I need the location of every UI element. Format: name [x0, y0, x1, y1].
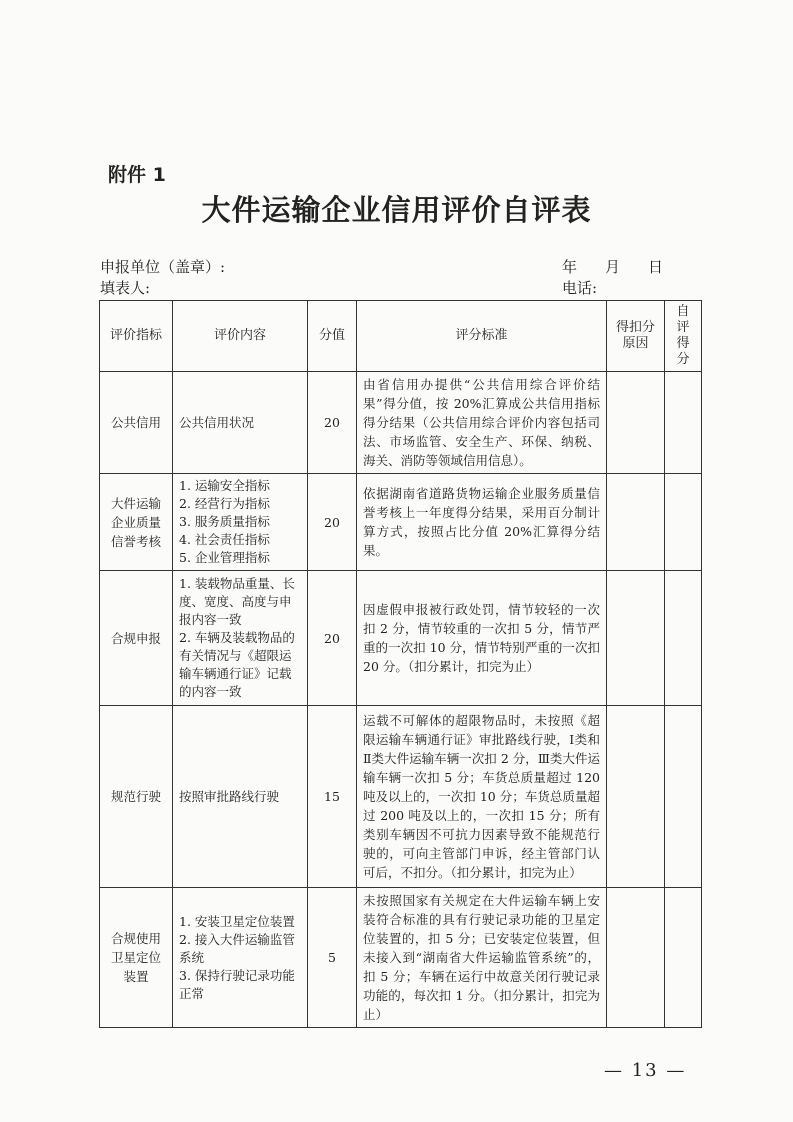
content-item: 3. 服务质量指标: [179, 514, 270, 529]
row-score: 20: [308, 372, 357, 474]
filler-label: 填表人:: [100, 279, 151, 297]
content-item: 4. 社会责任指标: [179, 532, 270, 547]
content-item: 5. 企业管理指标: [179, 550, 270, 565]
content-item: 3. 保持行驶记录功能正常: [179, 967, 295, 1001]
table-row: [100, 372, 702, 474]
table-header-row: [100, 301, 702, 372]
self-score-cell[interactable]: [665, 372, 702, 474]
self-score-cell[interactable]: [665, 571, 702, 706]
deduction-reason-cell[interactable]: [607, 571, 665, 706]
content-item: 2. 接入大件运输监管系统: [179, 931, 295, 965]
date-month: 月: [605, 258, 623, 276]
row-indicator: 合规使用 卫星定位 装置: [100, 888, 173, 1028]
row-criteria: 未按照国家有关规定在大件运输车辆上安装符合标准的具有行驶记录功能的卫星定位装置的，扣 5 分；已安装定位装置，但未接入到“湖南省大件运输监管系统”的，扣 5 分；车辆在运行中故意关闭行驶记录功能的，每次扣 1 分。（扣分累计，扣完为止）: [357, 888, 607, 1028]
date-year: 年: [562, 258, 580, 276]
deduction-reason-cell[interactable]: [607, 372, 665, 474]
date-line: [562, 256, 665, 277]
row-criteria: 由省信用办提供“公共信用综合评价结果”得分值，按 20%汇算成公共信用指标得分结果（公共信用综合评价内容包括司法、市场监管、安全生产、环保、纳税、海关、消防等领域信用信息）。: [357, 372, 607, 474]
row-criteria: 运载不可解体的超限物品时，未按照《超限运输车辆通行证》审批路线行驶，Ⅰ类和Ⅱ类大件运输车辆一次扣 2 分，Ⅲ类大件运输车辆一次扣 5 分；车货总质量超过 120 吨及以上的，一次扣 10 分；车货总质量超过 200 吨及以上的，一次扣 15 分；所有类别车辆因不可抗力因素导致不能规范行驶的，可向主管部门申诉，经主管部门认可后，不扣分。（扣分累计，扣完为止）: [357, 706, 607, 888]
row-content-list: [173, 571, 308, 706]
phone-label: 电话:: [562, 279, 598, 297]
page-title: 大件运输企业信用评价自评表: [201, 193, 592, 227]
date-day: 日: [648, 258, 666, 276]
row-content: 公共信用状况: [173, 372, 308, 474]
deduction-reason-cell[interactable]: [607, 888, 665, 1028]
row-score: 5: [308, 888, 357, 1028]
unit-label: 申报单位（盖章）:: [100, 258, 226, 276]
self-evaluation-table: [99, 300, 702, 1028]
content-item: 1. 安装卫星定位装置: [179, 913, 295, 929]
header-indicator: 评价指标: [100, 301, 173, 372]
table-row: [100, 571, 702, 706]
attachment-label: 附件 1: [108, 164, 166, 186]
self-score-cell[interactable]: [665, 706, 702, 888]
row-indicator: 大件运输 企业质量 信誉考核: [100, 474, 173, 571]
row-indicator: 合规申报: [100, 571, 173, 706]
row-indicator: 规范行驶: [100, 706, 173, 888]
row-score: 20: [308, 571, 357, 706]
row-indicator: 公共信用: [100, 372, 173, 474]
row-criteria: 依据湖南省道路货物运输企业服务质量信誉考核上一年度得分结果，采用百分制计算方式，按照占比分值 20%汇算得分结果。: [357, 474, 607, 571]
row-content-list: [173, 474, 308, 571]
row-score: 15: [308, 706, 357, 888]
content-item: 1. 装载物品重量、长度、宽度、高度与申报内容一致: [179, 576, 295, 627]
header-score: 分值: [308, 301, 357, 372]
page-number: — 13 —: [604, 1060, 687, 1081]
deduction-reason-cell[interactable]: [607, 474, 665, 571]
content-item: 2. 车辆及装载物品的有关情况与《超限运输车辆通行证》记载的内容一致: [179, 630, 295, 699]
row-criteria: 因虚假申报被行政处罚，情节较轻的一次扣 2 分，情节较重的一次扣 5 分，情节严重的一次扣 10 分，情节特别严重的一次扣 20 分。（扣分累计，扣完为止）: [357, 571, 607, 706]
table-row: [100, 474, 702, 571]
header-self-score: 自评 得分: [665, 301, 702, 372]
row-content: 按照审批路线行驶: [173, 706, 308, 888]
content-item: 2. 经营行为指标: [179, 496, 270, 511]
self-score-cell[interactable]: [665, 888, 702, 1028]
content-item: 1. 运输安全指标: [179, 478, 270, 493]
deduction-reason-cell[interactable]: [607, 706, 665, 888]
table-row: [100, 888, 702, 1028]
row-score: 20: [308, 474, 357, 571]
row-content-list: [173, 888, 308, 1028]
header-content: 评价内容: [173, 301, 308, 372]
self-score-cell[interactable]: [665, 474, 702, 571]
header-criteria: 评分标准: [357, 301, 607, 372]
header-deduction-reason: 得扣分 原因: [607, 301, 665, 372]
table-row: [100, 706, 702, 888]
